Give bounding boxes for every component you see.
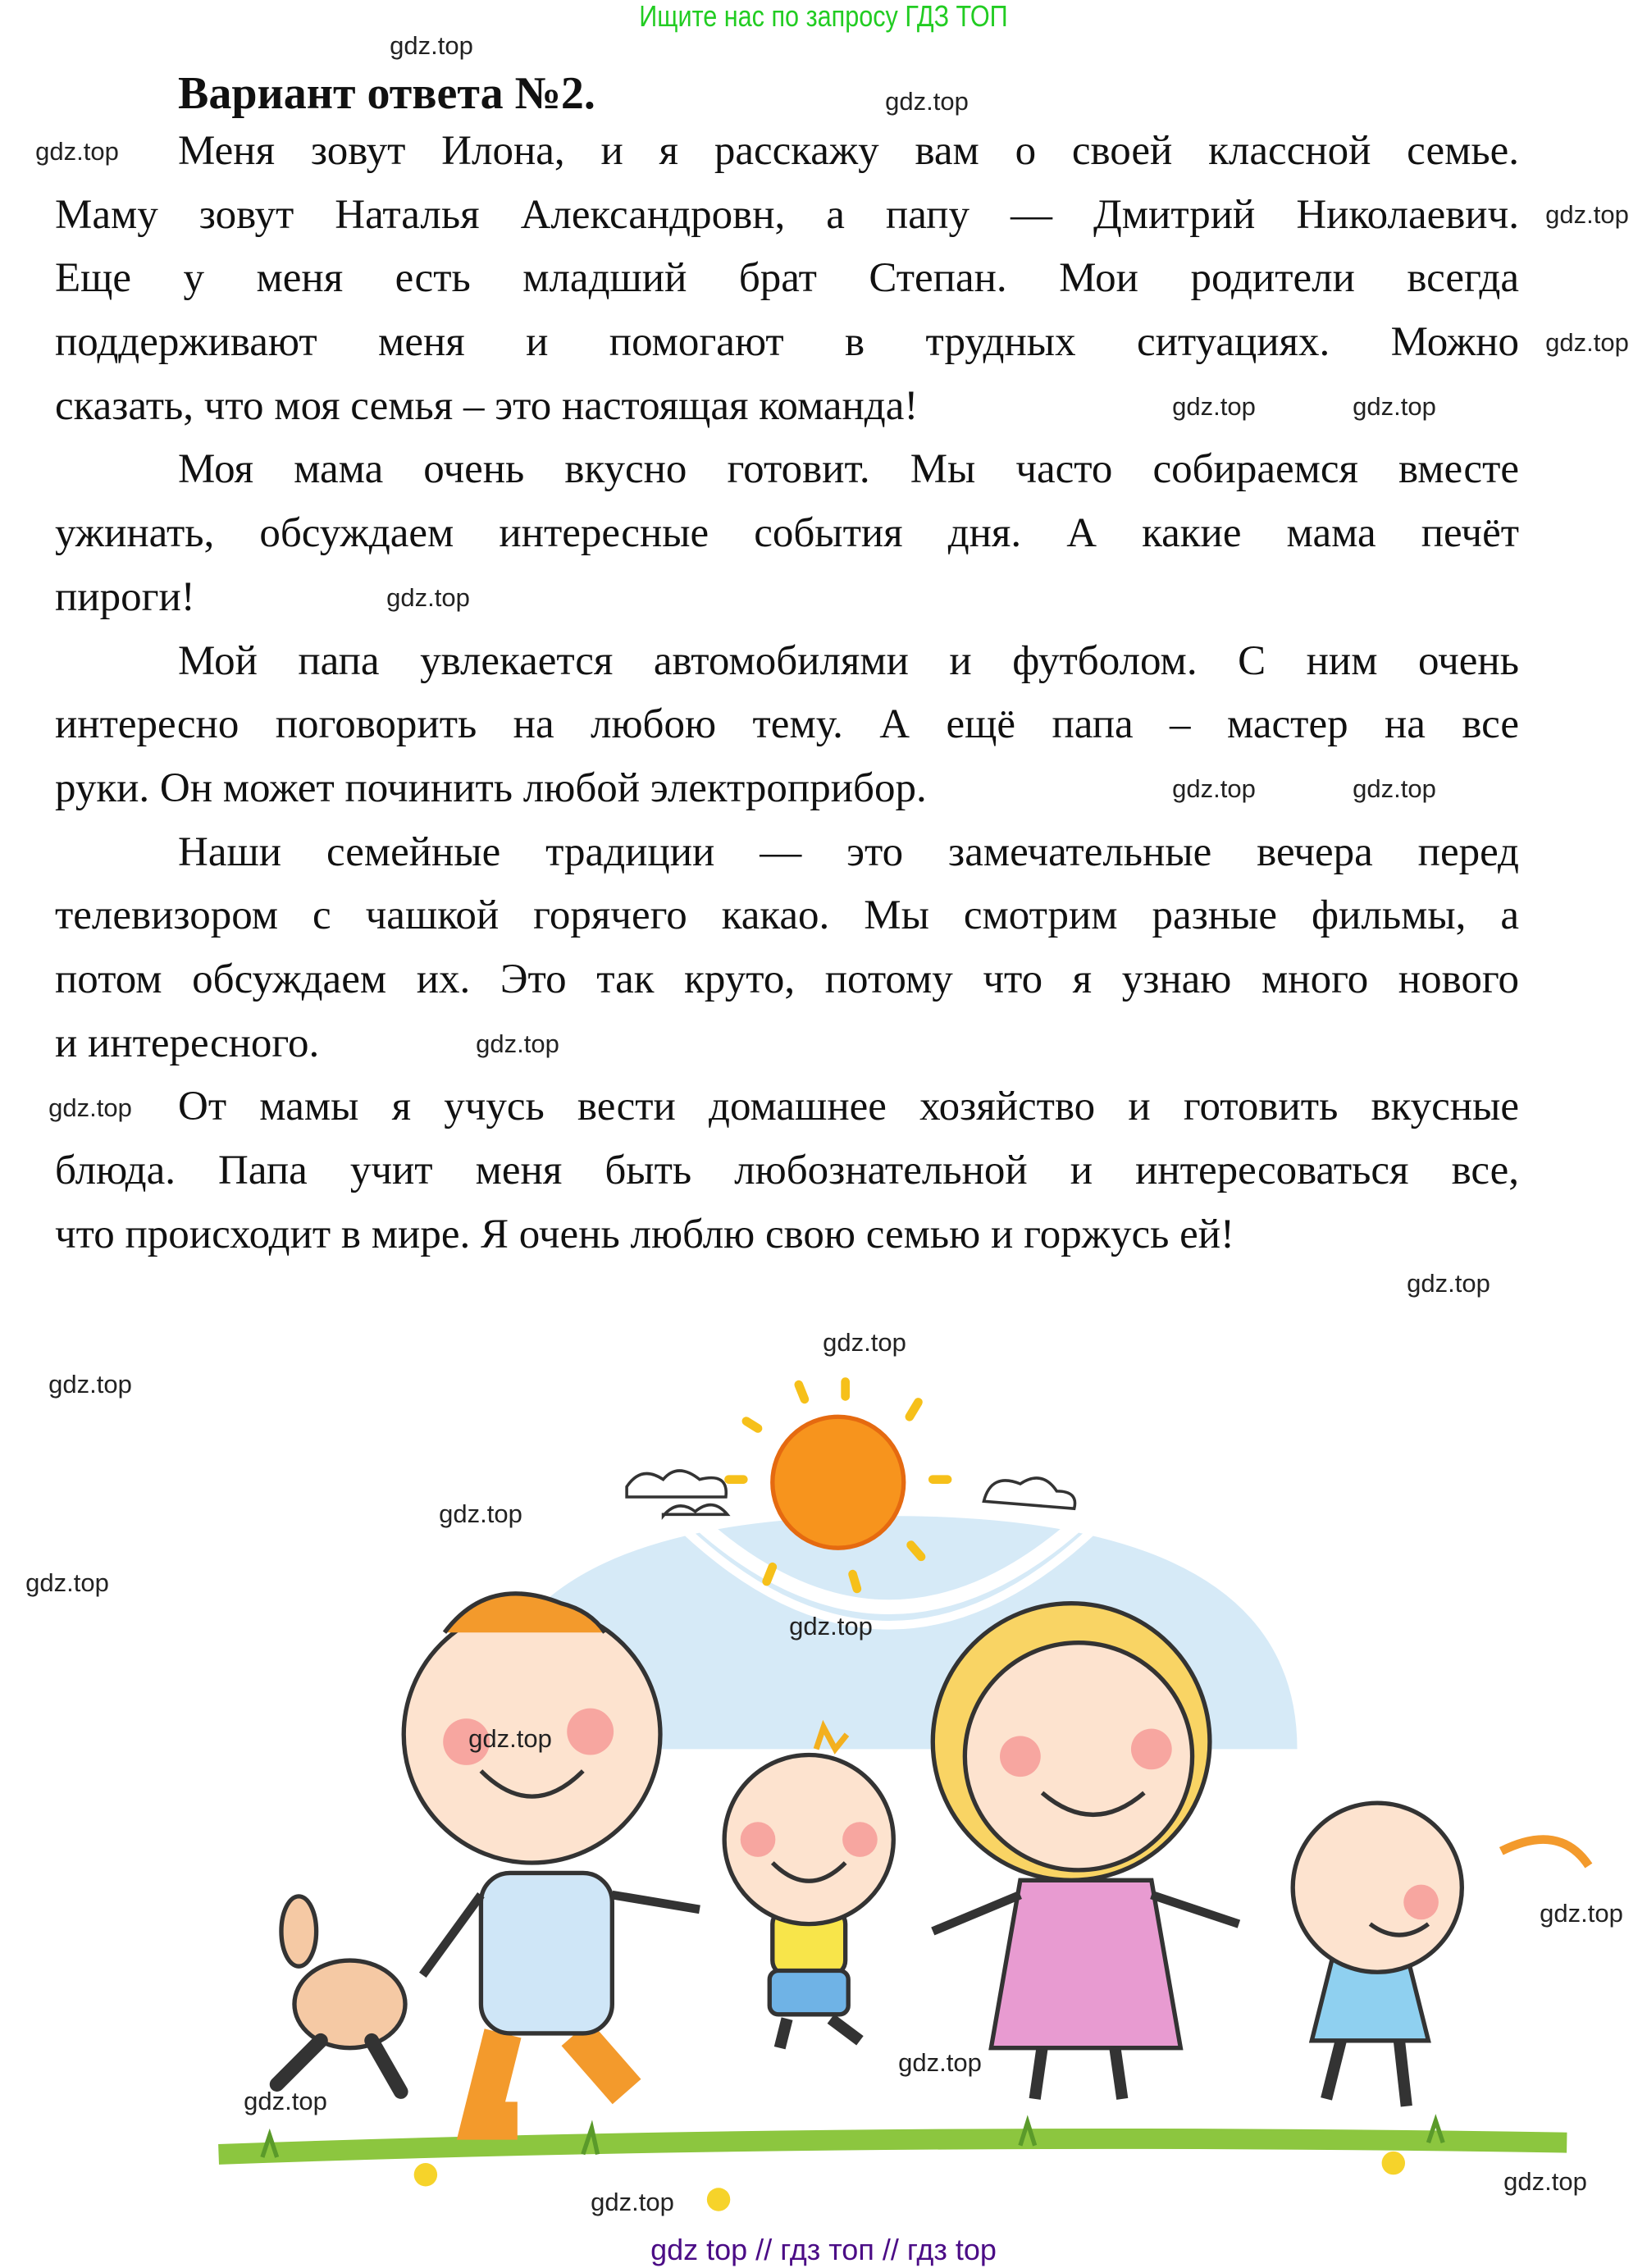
text-line: Еще у меня есть младший брат Степан. Мои родители всегда xyxy=(55,255,1519,302)
watermark: gdz.top xyxy=(25,1568,109,1597)
text-line: Маму зовут Наталья Александровн, а папу — Дмитрий Николаевич. xyxy=(55,191,1519,238)
grass xyxy=(219,2121,1567,2211)
watermark: gdz.top xyxy=(48,1370,132,1399)
watermark: gdz.top xyxy=(48,1093,132,1122)
text-line: Меня зовут Илона, и я расскажу вам о своей классной семье. xyxy=(178,128,1519,174)
watermark: gdz.top xyxy=(1407,1269,1490,1298)
watermark: gdz.top xyxy=(386,583,470,612)
text-line: телевизором с чашкой горячего какао. Мы смотрим разные фильмы, а xyxy=(55,892,1519,939)
girl-figure xyxy=(1293,1803,1589,2106)
watermark: gdz.top xyxy=(591,2188,674,2216)
boy-figure xyxy=(724,1727,893,2048)
watermark: gdz.top xyxy=(390,31,473,60)
text-line: интересно поговорить на любою тему. А ещё папа – мастер на все xyxy=(55,701,1519,748)
text-line: сказать, что моя семья – это настоящая команда! xyxy=(55,382,919,429)
watermark: gdz.top xyxy=(1172,392,1256,421)
watermark: gdz.top xyxy=(898,2048,982,2077)
watermark: gdz.top xyxy=(1540,1899,1623,1928)
text-line: Наши семейные традиции — это замечательные вечера перед xyxy=(178,828,1519,875)
watermark: gdz.top xyxy=(468,1724,552,1753)
watermark: gdz.top xyxy=(1545,200,1629,229)
text-line: поддерживают меня и помогают в трудных ситуациях. Можно xyxy=(55,319,1519,366)
text-line: Моя мама очень вкусно готовит. Мы часто собираемся вместе xyxy=(178,446,1519,493)
mom-figure xyxy=(933,1604,1239,2099)
text-line: От мамы я учусь вести домашнее хозяйство и готовить вкусные xyxy=(178,1084,1519,1130)
watermark: gdz.top xyxy=(1545,328,1629,357)
watermark: gdz.top xyxy=(1503,2167,1587,2196)
watermark: gdz.top xyxy=(35,137,119,166)
text-line: руки. Он может починить любой электроприбор. xyxy=(55,764,927,811)
watermark: gdz.top xyxy=(885,87,969,116)
footer-links: gdz top // гдз топ // гдз top xyxy=(650,2233,997,2266)
text-line: Мой папа увлекается автомобилями и футболом. С ним очень xyxy=(178,637,1519,684)
watermark: gdz.top xyxy=(1353,392,1436,421)
watermark: gdz.top xyxy=(439,1499,522,1528)
watermark: gdz.top xyxy=(1353,774,1436,803)
text-line: что происходит в мире. Я очень люблю свою семью и горжусь ей! xyxy=(55,1211,1235,1257)
text-line: блюда. Папа учит меня быть любознательной и интересоваться все, xyxy=(55,1148,1519,1193)
watermark: gdz.top xyxy=(1172,774,1256,803)
page-title: Вариант ответа №2. xyxy=(178,68,595,119)
watermark: gdz.top xyxy=(244,2087,327,2115)
search-banner: Ищите нас по запросу ГДЗ ТОП xyxy=(639,0,1008,33)
watermark: gdz.top xyxy=(476,1029,559,1058)
watermark: gdz.top xyxy=(823,1328,906,1357)
text-line: пироги! xyxy=(55,573,195,620)
dog-figure xyxy=(277,1896,405,2092)
watermark: gdz.top xyxy=(789,1612,873,1641)
text-line: ужинать, обсуждаем интересные события дня. А какие мама печёт xyxy=(55,510,1519,557)
text-line: потом обсуждаем их. Это так круто, потому что я узнаю много нового xyxy=(55,956,1519,1002)
text-line: и интересного. xyxy=(55,1020,320,1066)
